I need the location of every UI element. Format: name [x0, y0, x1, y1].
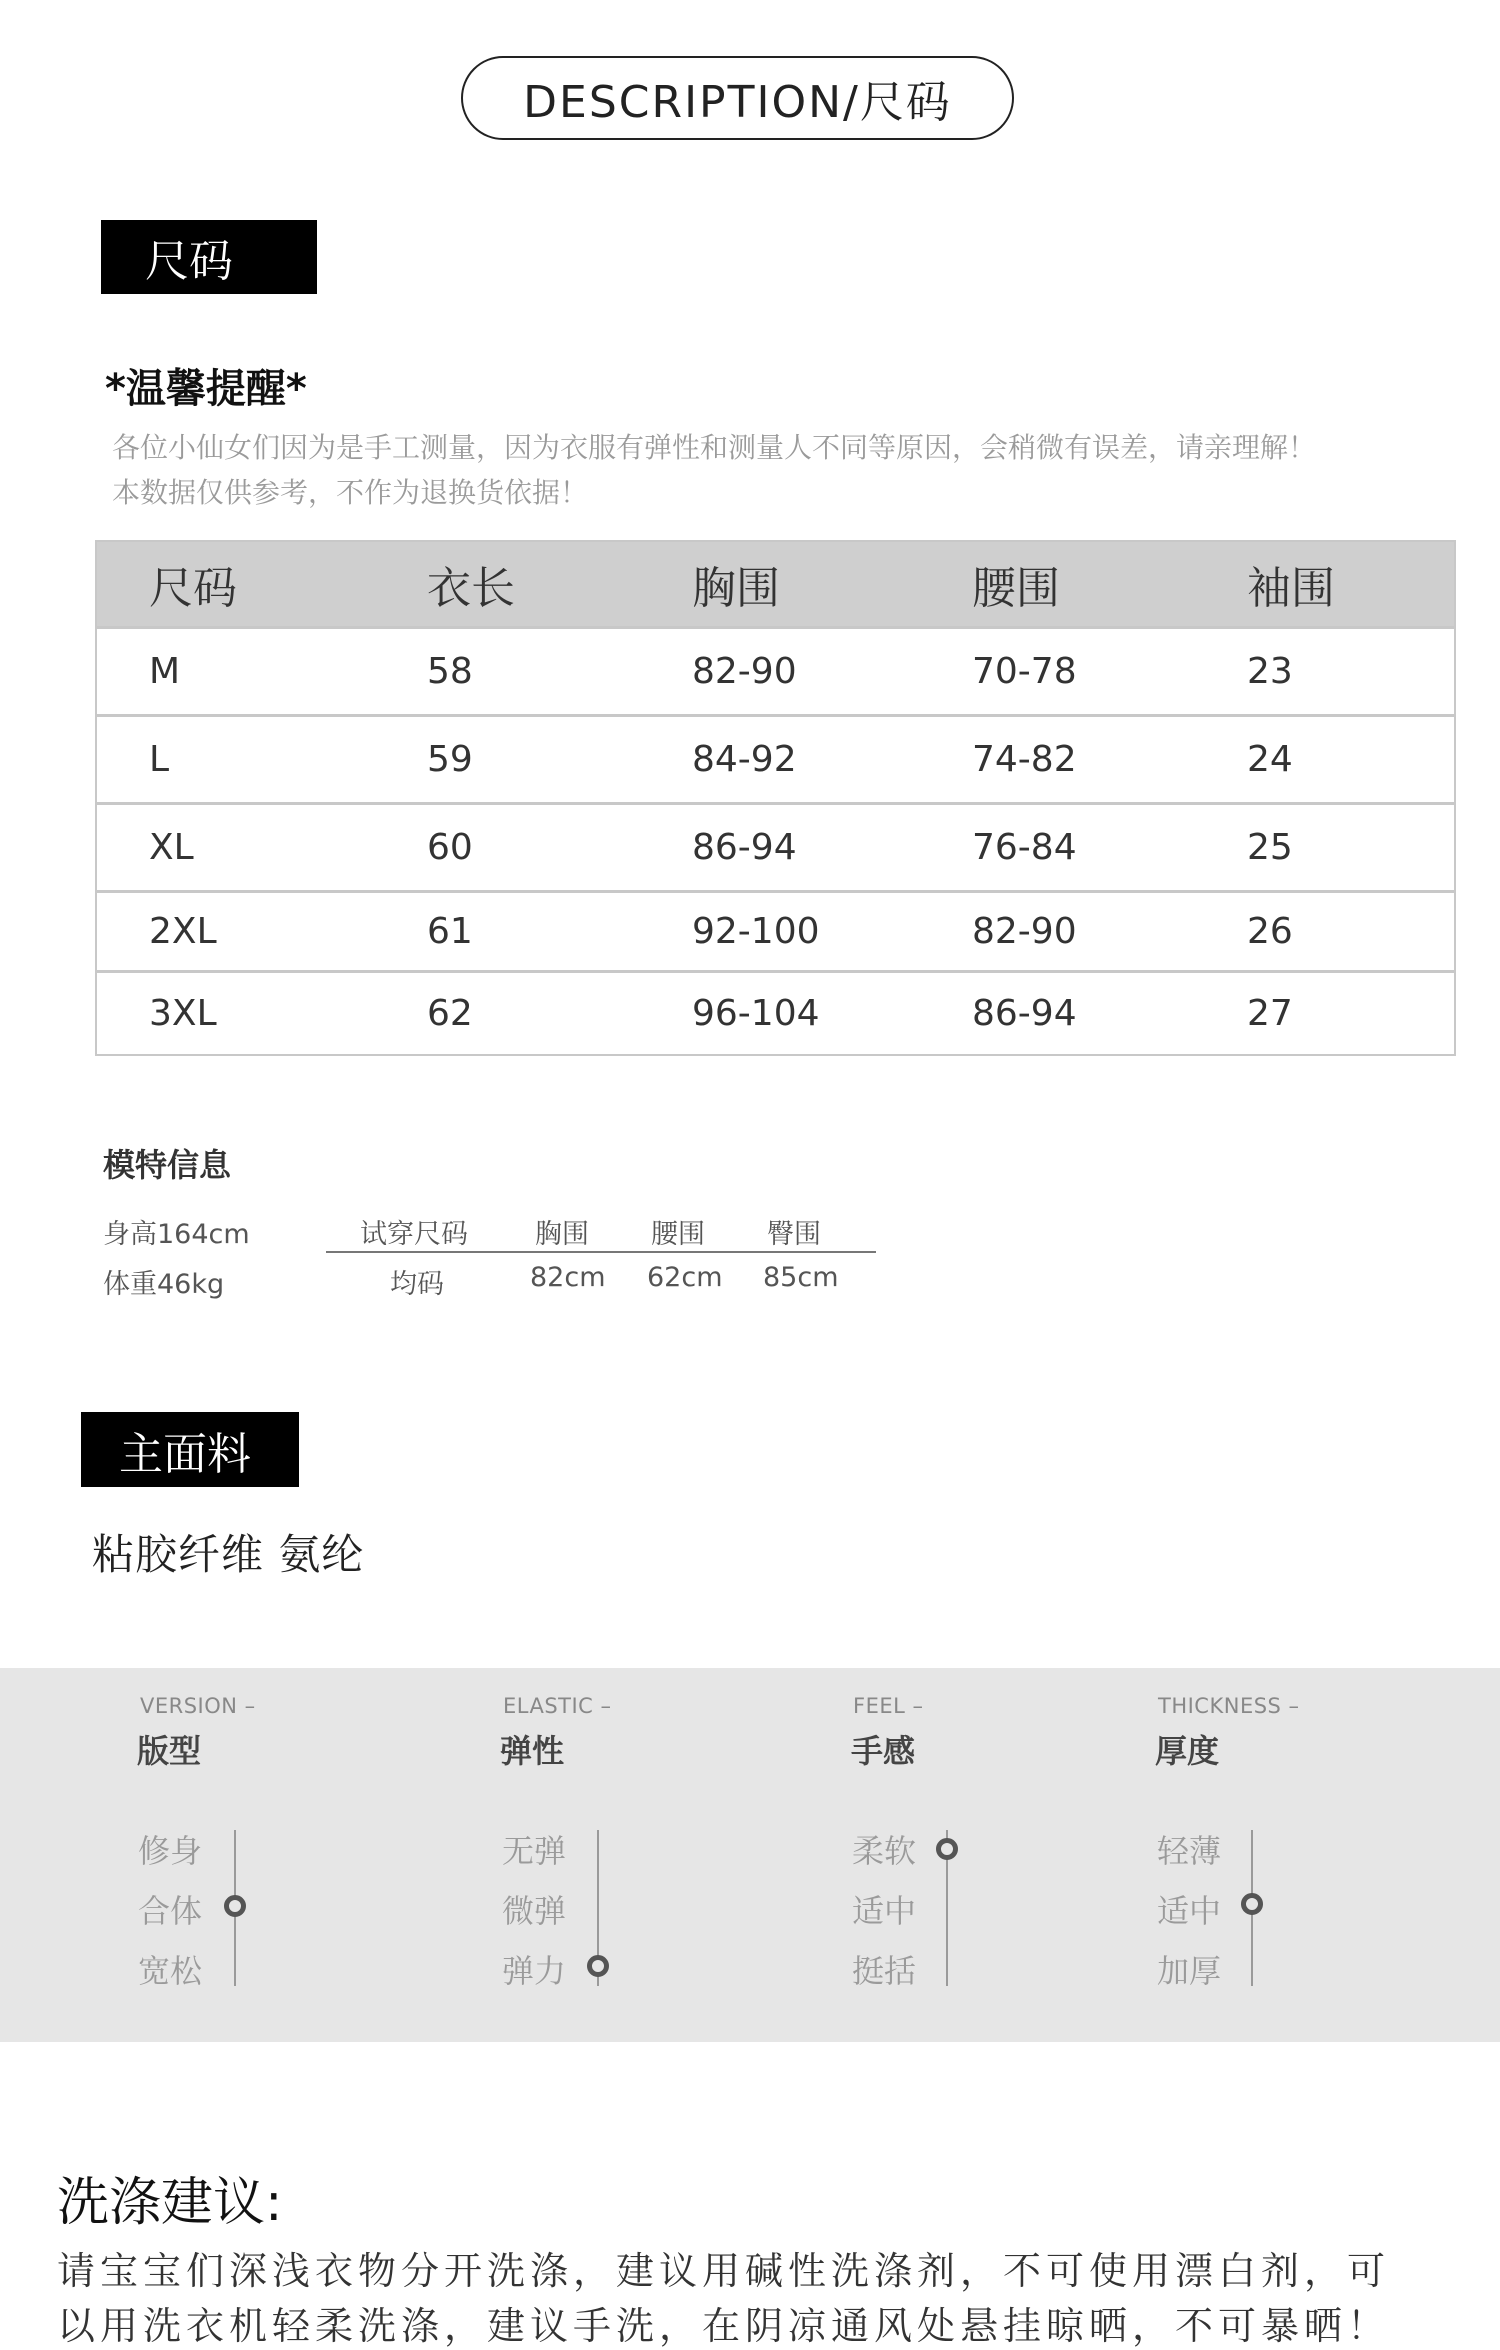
table-cell: 26 — [1247, 911, 1293, 952]
attr-option: 弹力 — [502, 1952, 567, 1990]
model-weight: 体重46kg — [103, 1269, 225, 1300]
column-header: 胸围 — [692, 563, 780, 614]
model-column-header: 腰围 — [651, 1219, 705, 1250]
attr-option: 加厚 — [1157, 1952, 1222, 1990]
attr-elastic-label: 弹性 — [500, 1732, 565, 1770]
wash-text-line: 以用洗衣机轻柔洗涤，建议手洗，在阴凉通风处悬挂晾晒，不可暴晒！ — [57, 2304, 1391, 2348]
wash-text-line: 请宝宝们深浅衣物分开洗涤，建议用碱性洗涤剂，不可使用漂白剂，可 — [57, 2249, 1391, 2293]
model-height: 身高164cm — [103, 1219, 250, 1250]
table-cell: 25 — [1247, 827, 1293, 868]
notice-line: 各位小仙女们因为是手工测量，因为衣服有弹性和测量人不同等原因，会稍微有误差，请亲理解！ — [112, 431, 1317, 464]
table-cell: 70-78 — [972, 651, 1077, 692]
attr-option: 适中 — [1157, 1892, 1222, 1930]
attr-feel-label: 手感 — [851, 1732, 916, 1770]
table-cell: 61 — [427, 911, 473, 952]
attr-option: 微弹 — [502, 1892, 567, 1930]
column-header: 衣长 — [427, 563, 515, 614]
table-cell: 92-100 — [692, 911, 820, 952]
attr-option: 修身 — [138, 1832, 203, 1870]
size-section-tag: 尺码 — [101, 220, 317, 294]
fabric-section-tag: 主面料 — [81, 1412, 299, 1487]
attr-thickness-en: THICKNESS – — [1158, 1694, 1300, 1718]
selected-marker-icon — [1241, 1893, 1263, 1915]
table-cell: 86-94 — [972, 993, 1077, 1034]
table-cell: 62 — [427, 993, 473, 1034]
column-header: 袖围 — [1247, 563, 1335, 614]
table-cell: 96-104 — [692, 993, 820, 1034]
table-cell: 74-82 — [972, 739, 1077, 780]
table-cell: 86-94 — [692, 827, 797, 868]
table-cell: 76-84 — [972, 827, 1077, 868]
attr-option: 挺括 — [852, 1952, 917, 1990]
selected-marker-icon — [587, 1955, 609, 1977]
model-value: 85cm — [763, 1262, 839, 1293]
model-value: 82cm — [530, 1262, 606, 1293]
table-row — [97, 890, 1454, 970]
model-column-header: 试穿尺码 — [360, 1219, 468, 1250]
selected-marker-icon — [224, 1895, 246, 1917]
attr-version-en: VERSION – — [140, 1694, 256, 1718]
attr-feel-en: FEEL – — [853, 1694, 924, 1718]
model-info-title: 模特信息 — [103, 1146, 232, 1184]
selected-marker-icon — [936, 1838, 958, 1860]
column-header: 腰围 — [972, 563, 1060, 614]
table-cell: 27 — [1247, 993, 1293, 1034]
table-cell: M — [149, 651, 181, 692]
attr-option: 柔软 — [852, 1832, 917, 1870]
table-cell: 3XL — [149, 993, 217, 1034]
attr-option: 宽松 — [138, 1952, 203, 1990]
table-cell: 23 — [1247, 651, 1293, 692]
table-cell: 59 — [427, 739, 473, 780]
table-cell: 82-90 — [972, 911, 1077, 952]
table-row — [97, 970, 1454, 1054]
table-cell: 2XL — [149, 911, 217, 952]
attr-version-label: 版型 — [137, 1732, 202, 1770]
table-cell: 82-90 — [692, 651, 797, 692]
attr-thickness-label: 厚度 — [1155, 1732, 1220, 1770]
attr-option: 合体 — [138, 1892, 203, 1930]
attr-elastic-en: ELASTIC – — [503, 1694, 612, 1718]
table-row — [97, 714, 1454, 802]
table-row — [97, 802, 1454, 890]
notice-title: *温馨提醒* — [105, 366, 307, 412]
wash-title: 洗涤建议: — [57, 2173, 283, 2233]
attr-option: 轻薄 — [1157, 1832, 1222, 1870]
table-cell: 84-92 — [692, 739, 797, 780]
table-cell: 58 — [427, 651, 473, 692]
table-cell: L — [149, 739, 170, 780]
model-value: 均码 — [390, 1269, 444, 1300]
size-table-header — [97, 542, 1454, 626]
attributes-panel — [0, 1668, 1500, 2042]
attr-option: 无弹 — [502, 1832, 567, 1870]
table-cell: 60 — [427, 827, 473, 868]
table-row — [97, 626, 1454, 714]
model-column-header: 臀围 — [767, 1219, 821, 1250]
column-header: 尺码 — [149, 563, 237, 614]
table-cell: 24 — [1247, 739, 1293, 780]
table-cell: XL — [149, 827, 194, 868]
model-column-header: 胸围 — [535, 1219, 589, 1250]
size-table — [95, 540, 1456, 1056]
model-value: 62cm — [647, 1262, 723, 1293]
model-table-divider — [326, 1251, 876, 1253]
description-header: DESCRIPTION/尺码 — [461, 56, 1014, 140]
fabric-composition: 粘胶纤维 氨纶 — [92, 1530, 365, 1579]
attr-option: 适中 — [852, 1892, 917, 1930]
notice-line: 本数据仅供参考，不作为退换货依据！ — [112, 476, 589, 509]
